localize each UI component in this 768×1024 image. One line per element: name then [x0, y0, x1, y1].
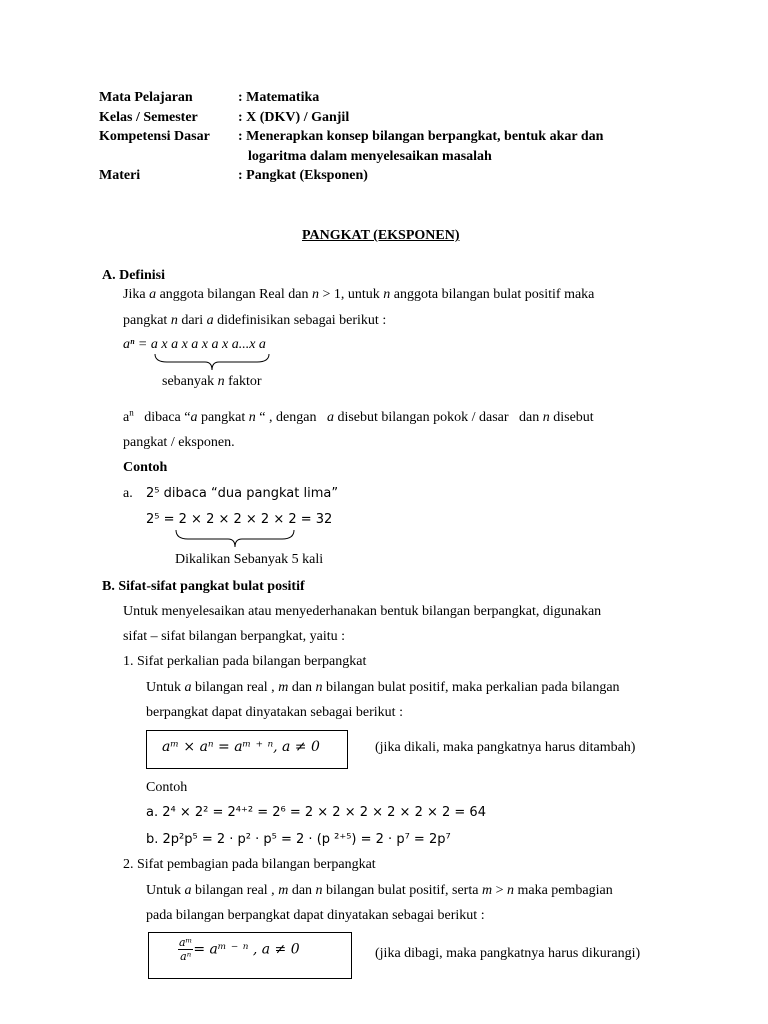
header-row — [99, 88, 603, 108]
page-title: PANGKAT (EKSPONEN) — [302, 228, 460, 243]
contoh-heading: Contoh — [123, 460, 168, 475]
header-label — [99, 147, 238, 167]
reading-line-2: pangkat / eksponen. — [123, 435, 235, 450]
fraction-numerator: aᵐ — [179, 936, 193, 949]
rule-2-desc-2: pada bilangan berpangkat dapat dinyatakan sebagai berikut : — [146, 908, 485, 923]
example-a-read: 2⁵ dibaca “dua pangkat lima” — [146, 486, 339, 501]
rule-1-example-b: b. 2p²p⁵ = 2 · p² · p⁵ = 2 · (p ²⁺⁵) = 2 · p⁷ = 2p⁷ — [146, 832, 451, 847]
rule-2-note: (jika dibagi, maka pangkatnya harus dikurangi) — [375, 946, 641, 961]
rule-1-title: 1. Sifat perkalian pada bilangan berpangkat — [123, 654, 367, 669]
rule-1-contoh: Contoh — [146, 780, 188, 795]
example-a-calc: 2⁵ = 2 × 2 × 2 × 2 × 2 = 32 — [146, 512, 333, 527]
header-label: Kompetensi Dasar — [99, 129, 210, 144]
rule-2-formula — [178, 936, 300, 963]
underbrace-factors — [153, 352, 271, 372]
header-value: : Menerapkan konsep bilangan berpangkat, bentuk akar dan — [238, 129, 604, 144]
section-b-intro-1: Untuk menyelesaikan atau menyederhanakan bentuk bilangan berpangkat, digunakan — [123, 604, 602, 619]
header-value: logaritma dalam menyelesaikan masalah — [248, 148, 492, 164]
section-b-intro-2: sifat – sifat bilangan berpangkat, yaitu : — [123, 629, 345, 644]
definition-formula: aⁿ = a x a x a x a x a...x a — [123, 337, 266, 352]
underbrace-five — [174, 528, 296, 550]
header-label: Mata Pelajaran — [99, 90, 193, 105]
section-a-heading: A. Definisi — [102, 268, 165, 283]
rule-2-fraction — [178, 936, 193, 963]
header-row — [99, 127, 603, 147]
reading-line-1: $a^n$ dibaca “a pangkat n “ , dengan a disebut bilangan pokok / dasar dan n disebut — [123, 407, 594, 425]
rule-1-desc-2: berpangkat dapat dinyatakan sebagai berikut : — [146, 705, 403, 720]
underbrace-five-label: Dikalikan Sebanyak 5 kali — [175, 552, 324, 567]
header-value: : Matematika — [238, 90, 320, 105]
definition-line-2: pangkat n dari a didefinisikan sebagai berikut : — [123, 313, 387, 328]
header-label: Materi — [99, 168, 141, 183]
header-label: Kelas / Semester — [99, 109, 198, 125]
header-value: : Pangkat (Eksponen) — [238, 168, 368, 183]
rule-1-desc-1: Untuk a bilangan real , m dan n bilangan bulat positif, maka perkalian pada bilangan — [146, 680, 620, 695]
definition-line-1: Jika a anggota bilangan Real dan n > 1, untuk n anggota bilangan bulat positif maka — [123, 287, 595, 302]
underbrace-label: sebanyak n faktor — [162, 374, 262, 389]
rule-1-example-a: a. 2⁴ × 2² = 2⁴⁺² = 2⁶ = 2 × 2 × 2 × 2 × 2 × 2 = 64 — [146, 805, 486, 820]
rule-2-desc-1: Untuk a bilangan real , m dan n bilangan bulat positif, serta m > n maka pembagian — [146, 883, 613, 898]
rule-2-formula-rest: = aᵐ ⁻ ⁿ , a ≠ 0 — [193, 941, 300, 958]
example-a-label: a. — [123, 486, 133, 501]
rule-2-title: 2. Sifat pembagian pada bilangan berpangkat — [123, 857, 376, 872]
header-row — [99, 166, 603, 186]
header-row — [99, 147, 603, 167]
fraction-denominator: aⁿ — [180, 950, 192, 963]
section-b-heading: B. Sifat-sifat pangkat bulat positif — [102, 579, 305, 594]
header-row — [99, 108, 603, 128]
rule-1-formula: aᵐ × aⁿ = aᵐ ⁺ ⁿ, a ≠ 0 — [162, 739, 320, 755]
header-table — [99, 88, 603, 186]
rule-1-note: (jika dikali, maka pangkatnya harus ditambah) — [375, 740, 636, 755]
header-value: : X (DKV) / Ganjil — [238, 109, 350, 125]
